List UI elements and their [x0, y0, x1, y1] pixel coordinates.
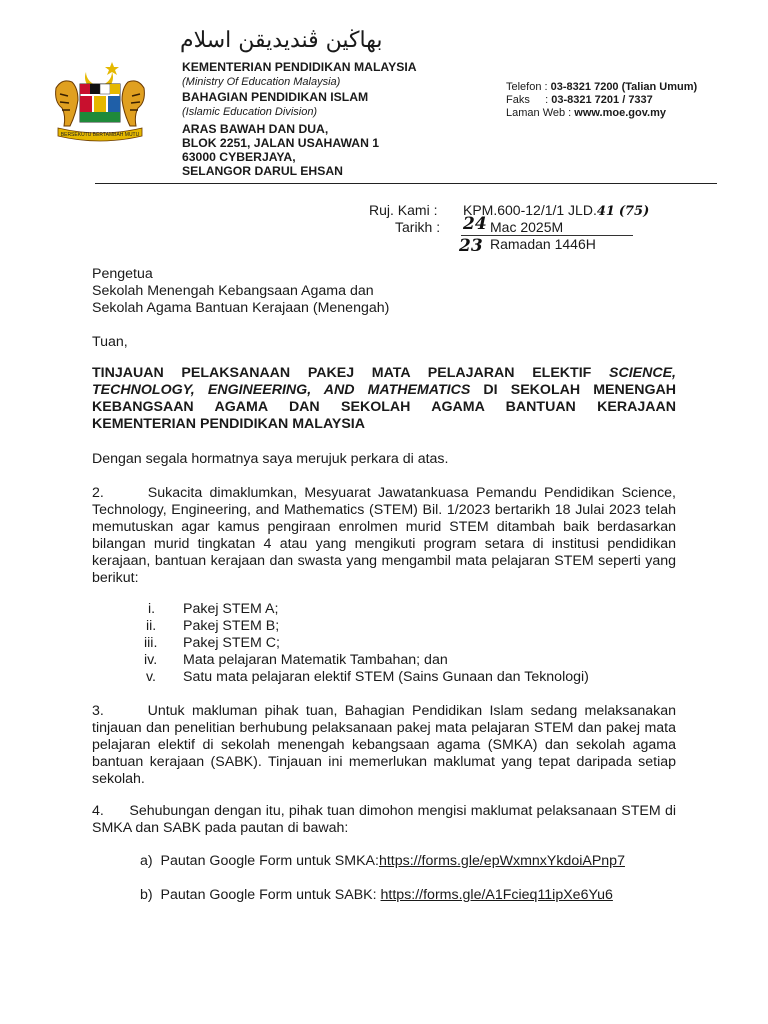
phone-line: [506, 81, 697, 93]
ref-handwritten-item: (75): [618, 204, 650, 219]
division-name-en: (Islamic Education Division): [182, 106, 318, 118]
malaysia-coat-of-arms-icon: [52, 58, 148, 142]
jawi-division-name: بهاڬين ڤنديديقن اسلام: [180, 28, 383, 53]
sabk-form-label: b) Pautan Google Form untuk SABK:: [140, 887, 381, 903]
recipient-line-3: Sekolah Agama Bantuan Kerajaan (Menengah): [92, 300, 390, 316]
phone-label: Telefon :: [506, 81, 548, 93]
list-num-3: iii.: [144, 635, 158, 651]
header-divider: [95, 183, 717, 184]
date-handwritten-day: 24: [463, 214, 487, 234]
division-name: BAHAGIAN PENDIDIKAN ISLAM: [182, 90, 369, 104]
list-num-1: i.: [148, 601, 156, 617]
list-num-2: ii.: [146, 618, 157, 634]
ministry-name: KEMENTERIAN PENDIDIKAN MALAYSIA: [182, 60, 417, 74]
subject-part-2: DI SEKOLAH MENENGAH KEBANGSAAN AGAMA DAN SEKOLAH AGAMA BANTUAN KERAJAAN KEMENTERIAN PENDIDIKAN MALAYSIA: [92, 382, 676, 432]
date-value: Mac 2025M: [490, 219, 564, 235]
list-num-5: v.: [146, 669, 156, 685]
hijri-date: Ramadan 1446H: [490, 236, 596, 252]
list-item-1: Pakej STEM A;: [183, 601, 279, 617]
date-label: Tarikh :: [395, 219, 441, 235]
fax-value: 03-8321 7201 / 7337: [551, 94, 653, 106]
subject-italic: SCIENCE, TECHNOLOGY, ENGINEERING, AND MATHEMATICS: [92, 365, 676, 398]
ref-label: Ruj. Kami :: [369, 202, 438, 218]
address-line-1: ARAS BAWAH DAN DUA,: [182, 122, 329, 136]
list-item-2: Pakej STEM B;: [183, 618, 280, 634]
paragraph-2: 2. Sukacita dimaklumkan, Mesyuarat Jawatankuasa Pemandu Pendidikan Science, Technology, Engineering, and Mathematics (STEM) Bil. 1/2023 bertarikh 18 Julai 2023 telah memutuskan agar kamus pengiraan enrolmen murid STEM ditambah baik berdasarkan bilangan murid tingkatan 4 atau yang mengikuti program setara di institusi pendidikan kerajaan, bantuan kerajaan dan swasta yang mengambil mata pelajaran STEM seperti yang berikut:: [92, 485, 680, 586]
paragraph-3: 3. Untuk makluman pihak tuan, Bahagian Pendidikan Islam sedang melaksanakan tinjauan dan penelitian berhubung pelaksanaan pakej mata pelajaran STEM dan pakej mata pelajaran elektif di sekolah menengah kebangsaan agama (SMKA) dan sekolah agama bantuan kerajaan (SABK). Tinjauan ini memerlukan maklumat yang tepat daripada setiap sekolah.: [92, 703, 680, 787]
list-num-4: iv.: [144, 652, 158, 668]
address-line-2: BLOK 2251, JALAN USAHAWAN 1: [182, 136, 380, 150]
salutation: Tuan,: [92, 334, 128, 350]
list-item-4: Mata pelajaran Matematik Tambahan; dan: [183, 652, 448, 668]
fax-label: Faks :: [506, 94, 549, 106]
sabk-form-line: [140, 887, 613, 903]
opening-line: Dengan segala hormatnya saya merujuk perkara di atas.: [92, 451, 449, 467]
list-item-3: Pakej STEM C;: [183, 635, 280, 651]
hijri-handwritten-day: 23: [459, 236, 483, 256]
web-label: Laman Web :: [506, 107, 572, 119]
web-line: [506, 107, 666, 119]
subject-title: [92, 365, 676, 433]
paragraph-4: 4. Sehubungan dengan itu, pihak tuan dimohon mengisi maklumat pelaksanaan STEM di SMKA dan SABK pada pautan di bawah:: [92, 803, 680, 836]
smka-form-label: a) Pautan Google Form untuk SMKA:: [140, 853, 379, 869]
ref-value: KPM.600-12/1/1 JLD.: [463, 202, 597, 218]
address-line-4: SELANGOR DARUL EHSAN: [182, 164, 343, 178]
recipient-line-1: Pengetua: [92, 266, 153, 282]
address-line-3: 63000 CYBERJAYA,: [182, 150, 296, 164]
recipient-line-2: Sekolah Menengah Kebangsaan Agama dan: [92, 283, 374, 299]
sabk-form-link[interactable]: https://forms.gle/A1Fcieq11ipXe6Yu6: [380, 887, 613, 903]
crest-motto: BERSEKUTU BERTAMBAH MUTU: [60, 132, 140, 138]
list-item-5: Satu mata pelajaran elektif STEM (Sains Gunaan dan Teknologi): [183, 669, 589, 685]
ministry-name-en: (Ministry Of Education Malaysia): [182, 76, 341, 88]
subject-part-1: TINJAUAN PELAKSANAAN PAKEJ MATA PELAJARAN ELEKTIF: [92, 365, 609, 381]
smka-form-line: [140, 853, 625, 869]
fax-line: [506, 94, 653, 106]
phone-value: 03-8321 7200 (Talian Umum): [550, 81, 698, 93]
web-value: www.moe.gov.my: [574, 107, 666, 119]
ref-handwritten-vol: 41: [596, 204, 615, 219]
smka-form-link[interactable]: https://forms.gle/epWxmnxYkdoiAPnp7: [378, 853, 625, 869]
